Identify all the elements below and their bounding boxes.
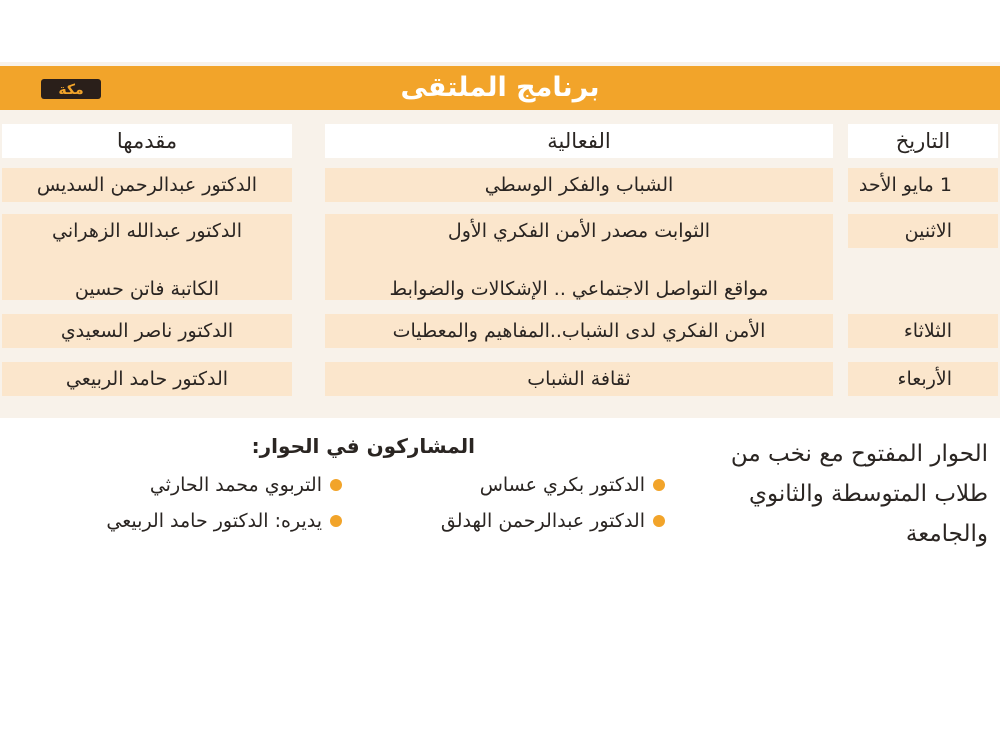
participants-title: المشاركون في الحوار: [251,434,475,458]
row-date: الثلاثاء [848,314,998,348]
row-date: 1 مايو الأحد [848,168,998,202]
participant-item: التربوي محمد الحارثي [150,474,342,496]
row-activity [325,214,833,300]
header-presenter: مقدمها [2,124,292,158]
bullet-dot-icon [330,515,342,527]
svg-text:مكة: مكة [58,82,84,98]
participant-item: يديره: الدكتور حامد الربيعي [106,510,342,532]
row-activity: الأمن الفكري لدى الشباب..المفاهيم والمعطيات [325,314,833,348]
presenter-item: الدكتور عبدالله الزهراني [52,220,242,242]
open-dialog-line: الحوار المفتوح مع نخب من [730,441,988,467]
presenter-item: الكاتبة فاتن حسين [74,278,220,300]
row-activity: الشباب والفكر الوسطي [325,168,833,202]
row-activity: ثقافة الشباب [325,362,833,396]
bullet-dot-icon [330,479,342,491]
header-date: التاريخ [848,124,998,158]
row-presenter [2,214,292,300]
open-dialog-line: والجامعة [905,521,988,547]
activity-item: مواقع التواصل الاجتماعي .. الإشكالات والضوابط [389,278,769,300]
header-activity: الفعالية [325,124,833,158]
open-dialog-line: طلاب المتوسطة والثانوي [748,481,988,507]
program-banner [0,66,1000,110]
bullet-dot-icon [653,479,665,491]
row-presenter: الدكتور حامد الربيعي [2,362,292,396]
participant-item: الدكتور بكري عساس [480,474,665,496]
row-date: الاثنين [848,214,998,248]
banner-title: برنامج الملتقى [400,72,600,103]
makkah-logo [40,76,102,102]
participant-item: الدكتور عبدالرحمن الهدلق [441,510,665,532]
row-presenter: الدكتور عبدالرحمن السديس [2,168,292,202]
open-dialog-text [688,434,988,554]
row-date: الأربعاء [848,362,998,396]
bullet-dot-icon [653,515,665,527]
row-presenter: الدكتور ناصر السعيدي [2,314,292,348]
activity-item: الثوابت مصدر الأمن الفكري الأول [447,220,711,242]
